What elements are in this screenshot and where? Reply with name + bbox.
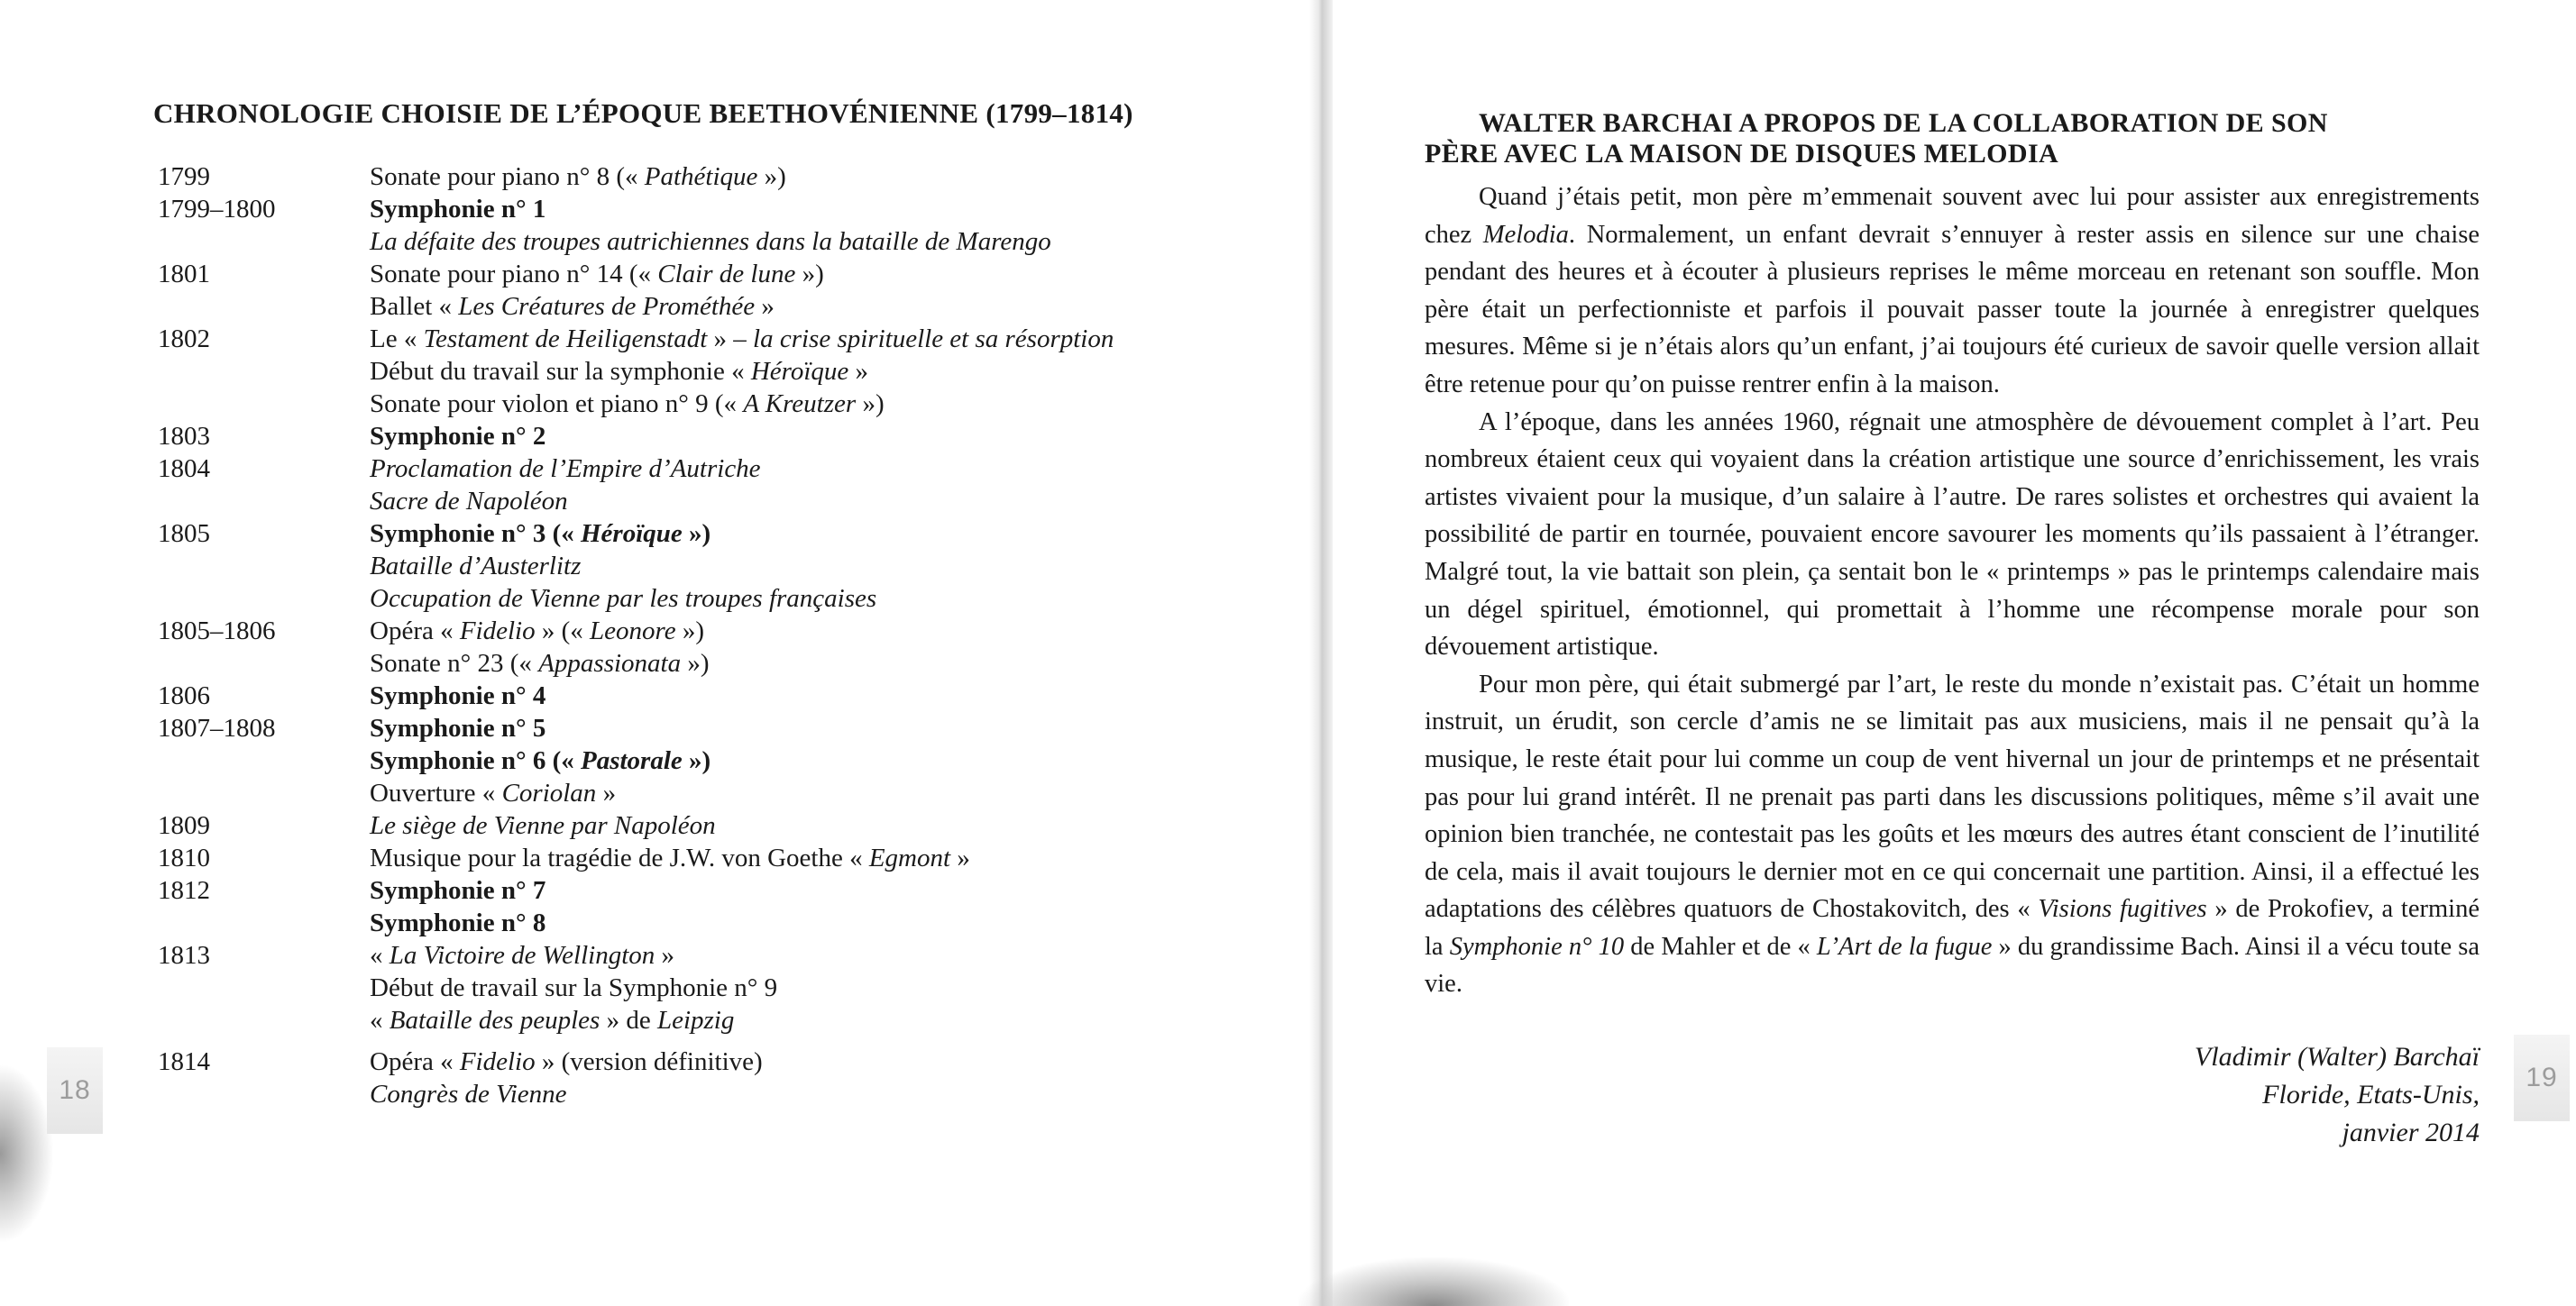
- text-run: Leonore: [590, 616, 676, 645]
- text-run: Sonate pour violon et piano n° 9 («: [370, 389, 744, 418]
- text-run: Ouverture «: [370, 779, 502, 808]
- chronology-event: [370, 907, 1285, 939]
- chronology-row: [158, 615, 1285, 647]
- chronology-year: 1809: [158, 811, 210, 840]
- text-run: Clair de lune: [657, 260, 796, 288]
- chronology-event: [370, 388, 1285, 420]
- text-run: »): [856, 389, 885, 418]
- chronology-event: [370, 323, 1285, 355]
- chronology-event: [370, 420, 1285, 452]
- text-run: Symphonie n° 1: [370, 195, 546, 224]
- article-paragraph: [1425, 404, 2480, 666]
- chronology-row: [158, 907, 1285, 939]
- chronology-year: 1801: [158, 260, 210, 288]
- fold-shadow: [1298, 1257, 1569, 1306]
- chronology-event: [370, 615, 1285, 647]
- text-run: Appassionata: [538, 649, 682, 678]
- chronology-event: [370, 874, 1285, 907]
- chronology-year: 1806: [158, 681, 210, 710]
- page-number-left: 18: [47, 1047, 103, 1134]
- chronology-year: 1799: [158, 162, 210, 191]
- chronology-event: [370, 1004, 1285, 1037]
- chronology-row: [158, 1004, 1285, 1037]
- chronology-row: [158, 485, 1285, 517]
- text-run: » de Prokofiev, a terminé la: [1425, 895, 2480, 961]
- article-paragraph: [1425, 178, 2480, 404]
- text-run: Fidelio: [459, 616, 536, 645]
- chronology-row: [158, 290, 1285, 323]
- text-run: »: [755, 292, 775, 321]
- text-run: A Kreutzer: [743, 389, 857, 418]
- chronology-event: [370, 842, 1285, 874]
- text-run: »: [596, 779, 617, 808]
- text-run: Coriolan: [501, 779, 597, 808]
- chronology-row: [158, 972, 1285, 1004]
- text-run: Héroïque: [580, 519, 683, 548]
- text-run: Bataille des peuples: [389, 1006, 600, 1035]
- chronology-year: 1810: [158, 844, 210, 872]
- chronology-row: [158, 225, 1285, 258]
- text-run: Symphonie n° 8: [370, 909, 546, 937]
- article-paragraph: [1425, 666, 2480, 1003]
- text-run: La défaite des troupes autrichiennes dans la bataille de Marengo: [370, 227, 1051, 256]
- chronology-event: [370, 1078, 1285, 1110]
- text-run: »): [682, 519, 711, 548]
- chronology-event: [370, 582, 1285, 615]
- signature-date: janvier 2014: [2342, 1118, 2480, 1147]
- text-run: Opéra «: [370, 616, 460, 645]
- text-run: Melodia: [1482, 220, 1569, 249]
- chronology-event: [370, 355, 1285, 388]
- text-run: Egmont: [868, 844, 951, 872]
- chronology-title: CHRONOLOGIE CHOISIE DE L’ÉPOQUE BEETHOVÉNIENNE (1799–1814): [153, 97, 1133, 129]
- chronology-year: 1802: [158, 324, 210, 353]
- page-fold: [1309, 0, 1333, 1306]
- text-run: »: [950, 844, 970, 872]
- text-run: Proclamation de l’Empire d’Autriche: [370, 454, 761, 483]
- text-run: » (version définitive): [535, 1047, 763, 1076]
- text-run: «: [370, 1006, 390, 1035]
- page-edge-shadow: [0, 1064, 54, 1244]
- text-run: Symphonie n° 3 («: [370, 519, 581, 548]
- chronology-event: [370, 777, 1285, 809]
- chronology-event: [370, 809, 1285, 842]
- chronology-event: [370, 939, 1285, 972]
- signature-block: [1984, 1038, 2480, 1152]
- article-body: [1425, 178, 2480, 1003]
- text-run: A l’époque, dans les années 1960, régnait une atmosphère de dévouement complet à l’art. Peu nombreux étaient ceux qui voyaient dans la création artistique une source d’enrichissement, les vrais artistes vivaient pour la musique, d’un salaire à l’autre. De rares solistes et orchestres qui avaient la possibilité de partir en tournée, pouvaient encore savourer les moments qu’ils passaient à l’étranger. Malgré tout, la vie battait son plein, ça sentait bon le « printemps » pas le printemps calendaire mais un dégel spirituel, émotionnel, qui promettait à l’homme une récompense morale pour son dévouement artistique.: [1425, 407, 2480, 662]
- text-run: . Normalement, un enfant devrait s’ennuyer à rester assis en silence sur une chaise pendant des heures et à écouter à plusieurs reprises le même morceau en retenant son souffle. Mon père était un perfectionniste et parfois il pouvait passer toute la journée à enregistrer quelques mesures. Même si je n’étais alors qu’un enfant, j’ai toujours été curieux de savoir quelle version allait être retenue pour qu’on puisse rentrer enfin à la maison.: [1425, 220, 2480, 398]
- chronology-row: [158, 550, 1285, 582]
- chronology-event: [370, 452, 1285, 485]
- chronology-row: [158, 582, 1285, 615]
- chronology-event: [370, 1046, 1285, 1078]
- chronology-year: 1804: [158, 454, 210, 483]
- chronology-row: [158, 420, 1285, 452]
- chronology-year: 1813: [158, 941, 210, 970]
- chronology-table: [158, 160, 1285, 1110]
- text-run: »): [681, 649, 710, 678]
- chronology-event: [370, 647, 1285, 680]
- chronology-row: [158, 452, 1285, 485]
- text-run: Pastorale: [580, 746, 683, 775]
- text-run: Héroïque: [750, 357, 849, 386]
- chronology-event: [370, 225, 1285, 258]
- text-run: Le siège de Vienne par Napoléon: [370, 811, 716, 840]
- text-run: »: [655, 941, 675, 970]
- text-run: Sonate n° 23 («: [370, 649, 539, 678]
- text-run: Symphonie n° 2: [370, 422, 546, 451]
- text-run: Début du travail sur la symphonie «: [370, 357, 751, 386]
- text-run: Pathétique: [644, 162, 758, 191]
- text-run: Bataille d’Austerlitz: [370, 552, 582, 580]
- chronology-row: [158, 160, 1285, 193]
- text-run: La Victoire de Wellington: [389, 941, 655, 970]
- article-title-line1: WALTER BARCHAI A PROPOS DE LA COLLABORATION DE SON: [1479, 108, 2328, 138]
- signature-name: Vladimir (Walter) Barchaï: [2194, 1042, 2480, 1072]
- chronology-year: 1805–1806: [158, 616, 276, 645]
- chronology-row: [158, 647, 1285, 680]
- chronology-year: 1805: [158, 519, 210, 548]
- article-title-line2: PÈRE AVEC LA MAISON DE DISQUES MELODIA: [1425, 139, 2059, 169]
- chronology-row: [158, 712, 1285, 744]
- text-run: Sacre de Napoléon: [370, 487, 568, 516]
- page-number-right: 19: [2514, 1035, 2570, 1121]
- chronology-event: [370, 485, 1285, 517]
- text-run: Sonate pour piano n° 14 («: [370, 260, 658, 288]
- text-run: »: [848, 357, 869, 386]
- text-run: Pour mon père, qui était submergé par l’art, le reste du monde n’existait pas. C’était un homme instruit, un érudit, son cercle d’amis ne se limitait pas aux musiciens, mais il ne pensait qu’à la musique, le reste était pour lui comme un coup de vent hivernal un jour de printemps et ne présentait pas pour lui grand intérêt. Il ne prenait pas parti dans les discussions politiques, même s’il avait une opinion bien tranchée, ne contestait pas les goûts et les mœurs des autres étant conscient de l’inutilité de cela, mais il avait toujours le dernier mot en ce qui concernait une partition. Ainsi, il a effectué les adaptations des célèbres quatuors de Chostakovitch, des «: [1425, 670, 2480, 924]
- chronology-row: [158, 874, 1285, 907]
- chronology-event: [370, 972, 1285, 1004]
- chronology-row: [158, 258, 1285, 290]
- chronology-event: [370, 517, 1285, 550]
- chronology-event: [370, 744, 1285, 777]
- chronology-event: [370, 680, 1285, 712]
- article-title: [1425, 108, 2489, 169]
- text-run: Le «: [370, 324, 424, 353]
- text-run: la crise spirituelle et sa résorption: [753, 324, 1114, 353]
- text-run: Leipzig: [656, 1006, 735, 1035]
- text-run: Les Créatures de Prométhée: [458, 292, 756, 321]
- chronology-row: [158, 809, 1285, 842]
- chronology-year: 1812: [158, 876, 210, 905]
- chronology-event: [370, 258, 1285, 290]
- chronology-event: [370, 290, 1285, 323]
- text-run: Sonate pour piano n° 8 («: [370, 162, 645, 191]
- text-run: »): [795, 260, 824, 288]
- chronology-row: [158, 517, 1285, 550]
- text-run: Symphonie n° 4: [370, 681, 546, 710]
- text-run: Fidelio: [459, 1047, 536, 1076]
- chronology-row: [158, 193, 1285, 225]
- text-run: Symphonie n° 7: [370, 876, 546, 905]
- chronology-event: [370, 193, 1285, 225]
- text-run: «: [370, 941, 390, 970]
- text-run: »): [757, 162, 786, 191]
- chronology-row: [158, 323, 1285, 355]
- text-run: Opéra «: [370, 1047, 460, 1076]
- chronology-row: [158, 680, 1285, 712]
- chronology-row: [158, 842, 1285, 874]
- text-run: Visions fugitives: [2038, 895, 2207, 924]
- text-run: » («: [535, 616, 591, 645]
- text-run: »): [682, 746, 711, 775]
- text-run: Début de travail sur la Symphonie n° 9: [370, 973, 778, 1002]
- text-run: » du grandissime Bach. Ainsi il a vécu toute sa vie.: [1425, 932, 2480, 999]
- chronology-row: [158, 1046, 1285, 1078]
- text-run: de Mahler et de «: [1624, 932, 1817, 961]
- text-run: Testament de Heiligenstadt: [423, 324, 708, 353]
- chronology-row: [158, 939, 1285, 972]
- chronology-event: [370, 550, 1285, 582]
- text-run: »): [675, 616, 705, 645]
- chronology-row: [158, 1078, 1285, 1110]
- chronology-row: [158, 355, 1285, 388]
- chronology-row: [158, 744, 1285, 777]
- chronology-year: 1814: [158, 1047, 210, 1076]
- text-run: Symphonie n° 6 («: [370, 746, 581, 775]
- chronology-event: [370, 160, 1285, 193]
- text-run: Musique pour la tragédie de J.W. von Goethe «: [370, 844, 869, 872]
- text-run: » –: [707, 324, 754, 353]
- text-run: Symphonie n° 5: [370, 714, 546, 743]
- chronology-year: 1807–1808: [158, 714, 276, 743]
- chronology-row: [158, 777, 1285, 809]
- signature-place: Floride, Etats-Unis,: [2262, 1080, 2480, 1110]
- chronology-year: 1803: [158, 422, 210, 451]
- text-run: Symphonie n° 10: [1449, 932, 1625, 961]
- text-run: Congrès de Vienne: [370, 1080, 567, 1109]
- chronology-year: 1799–1800: [158, 195, 276, 224]
- text-run: Quand j’étais petit, mon père m’emmenait souvent avec lui pour assister aux enregistrements chez: [1425, 183, 2480, 249]
- text-run: Occupation de Vienne par les troupes françaises: [370, 584, 877, 613]
- text-run: L’Art de la fugue: [1816, 932, 1993, 961]
- text-run: Ballet «: [370, 292, 459, 321]
- chronology-event: [370, 712, 1285, 744]
- text-run: » de: [600, 1006, 657, 1035]
- chronology-row: [158, 388, 1285, 420]
